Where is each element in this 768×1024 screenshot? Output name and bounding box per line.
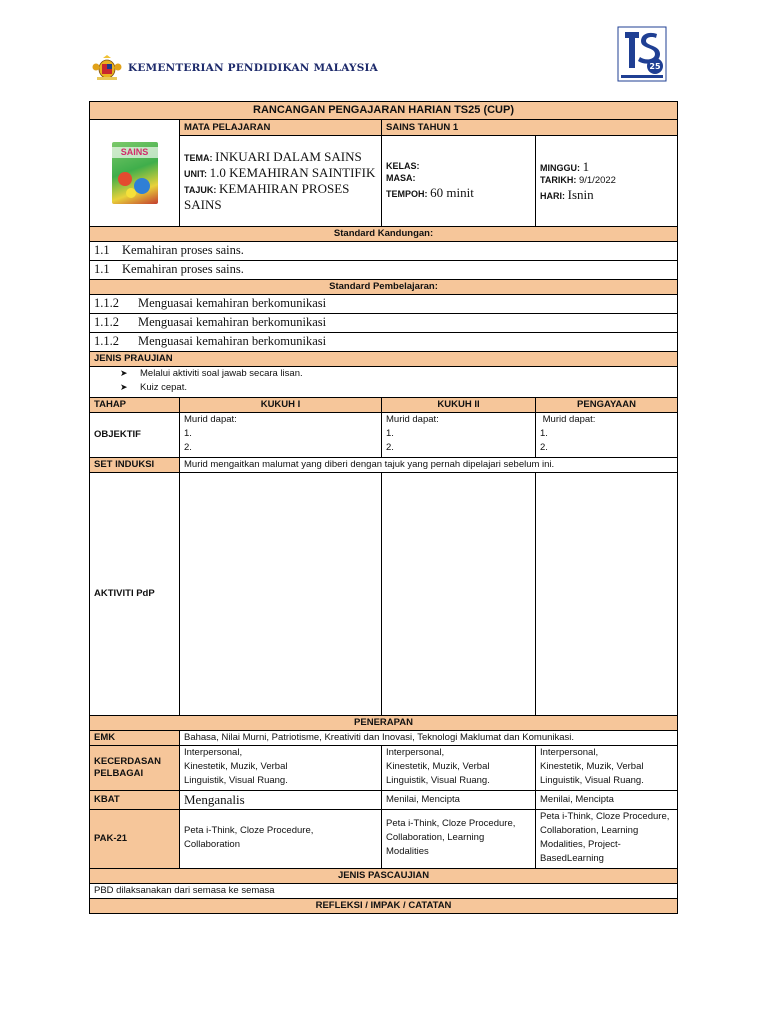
kelas-label: KELAS: — [386, 161, 420, 171]
objektif-kukuh-1: Murid dapat: 1. 2. — [180, 413, 382, 458]
aktiviti-kukuh-1[interactable] — [180, 473, 382, 716]
standard-kandungan-item: 1.1 Kemahiran proses sains. — [90, 242, 678, 261]
praujian-heading: JENIS PRAUJIAN — [90, 352, 678, 367]
list-item: ➤ Melalui aktiviti soal jawab secara lisan. — [120, 368, 673, 382]
tarikh-label: TARIKH: — [540, 175, 577, 186]
tema-value: INKUARI DALAM SAINS — [215, 148, 362, 164]
book-cover-image — [112, 142, 158, 204]
svg-text:25: 25 — [649, 62, 661, 71]
unit-label: UNIT: — [184, 168, 207, 179]
objektif-label: OBJEKTIF — [90, 413, 180, 458]
hari-value: Isnin — [567, 186, 594, 202]
tajuk-value: KEMAHIRAN PROSES SAINS — [184, 181, 350, 213]
lesson-plan-table — [89, 101, 678, 914]
hari-label: HARI: — [540, 190, 565, 201]
unit-value: 1.0 KEMAHIRAN SAINTIFIK — [209, 164, 376, 180]
tempoh-label: TEMPOH: — [386, 188, 428, 199]
date-info-cell — [536, 136, 678, 227]
kecerdasan-pengayaan: Interpersonal, Kinestetik, Muzik, Verbal Linguistik, Visual Ruang. — [536, 746, 678, 791]
book-cover-title: SAINS — [112, 147, 158, 158]
tempoh-value: 60 minit — [430, 184, 474, 200]
objektif-kukuh-2: Murid dapat: 1. 2. — [382, 413, 536, 458]
emk-text: Bahasa, Nilai Murni, Patriotisme, Kreativiti dan Inovasi, Teknologi Maklumat dan Komunikasi. — [180, 731, 678, 746]
list-item: ➤ Kuiz cepat. — [120, 382, 673, 396]
pak21-label: PAK-21 — [90, 810, 180, 869]
aktiviti-pengayaan[interactable] — [536, 473, 678, 716]
tarikh-value: 9/1/2022 — [578, 175, 616, 187]
book-cover-cell — [90, 120, 180, 227]
kecerdasan-label: KECERDASAN PELBAGAI — [90, 746, 180, 791]
ts25-logo-icon — [617, 26, 667, 82]
jata-negara-icon — [92, 55, 122, 81]
aktiviti-label: AKTIVITI PdP — [90, 473, 180, 716]
tema-label: TEMA: — [184, 152, 213, 163]
standard-kandungan-heading: Standard Kandungan: — [90, 227, 678, 242]
tajuk-label: TAJUK: — [184, 185, 217, 195]
column-pengayaan: PENGAYAAN — [536, 398, 678, 413]
standard-pembelajaran-item: 1.1.2 Menguasai kemahiran berkomunikasi — [90, 314, 678, 333]
standard-kandungan-item: 1.1 Kemahiran proses sains. — [90, 261, 678, 280]
topic-cell — [180, 136, 382, 227]
pak21-kukuh-2: Peta i-Think, Cloze Procedure, Collaboration, Learning Modalities — [382, 810, 536, 869]
column-kukuh-1: KUKUH I — [180, 398, 382, 413]
minggu-label: MINGGU: — [540, 162, 580, 173]
kbat-kukuh-1: Menganalis — [180, 791, 382, 810]
class-info-cell — [382, 136, 536, 227]
ministry-name: KEMENTERIAN PENDIDIKAN MALAYSIA — [128, 62, 378, 74]
pak21-pengayaan: Peta i-Think, Cloze Procedure, Collaboration, Learning Modalities, Project- BasedLearning — [536, 810, 678, 869]
kbat-pengayaan: Menilai, Mencipta — [536, 791, 678, 810]
kecerdasan-kukuh-2: Interpersonal, Kinestetik, Muzik, Verbal Linguistik, Visual Ruang. — [382, 746, 536, 791]
page-header — [0, 0, 768, 95]
tahap-label: TAHAP — [90, 398, 180, 413]
subject-value: SAINS TAHUN 1 — [382, 120, 678, 136]
kbat-label: KBAT — [90, 791, 180, 810]
objektif-pengayaan: Murid dapat: 1. 2. — [536, 413, 678, 458]
plan-title: RANCANGAN PENGAJARAN HARIAN TS25 (CUP) — [90, 102, 678, 120]
pak21-kukuh-1: Peta i-Think, Cloze Procedure, Collaboration — [180, 810, 382, 869]
refleksi-heading: REFLEKSI / IMPAK / CATATAN — [90, 899, 678, 914]
aktiviti-kukuh-2[interactable] — [382, 473, 536, 716]
pascaujian-heading: JENIS PASCAUJIAN — [90, 869, 678, 884]
subject-label: MATA PELAJARAN — [180, 120, 382, 136]
column-kukuh-2: KUKUH II — [382, 398, 536, 413]
praujian-list — [94, 368, 673, 396]
minggu-value: 1 — [582, 158, 590, 174]
emk-label: EMK — [90, 731, 180, 746]
kbat-kukuh-2: Menilai, Mencipta — [382, 791, 536, 810]
pascaujian-text: PBD dilaksanakan dari semasa ke semasa — [90, 884, 678, 899]
standard-pembelajaran-item: 1.1.2 Menguasai kemahiran berkomunikasi — [90, 333, 678, 352]
kecerdasan-kukuh-1: Interpersonal, Kinestetik, Muzik, Verbal Linguistik, Visual Ruang. — [180, 746, 382, 791]
standard-pembelajaran-heading: Standard Pembelajaran: — [90, 280, 678, 295]
set-induksi-label: SET INDUKSI — [90, 458, 180, 473]
standard-pembelajaran-item: 1.1.2 Menguasai kemahiran berkomunikasi — [90, 295, 678, 314]
masa-label: MASA: — [386, 172, 416, 183]
praujian-list-cell — [90, 367, 678, 398]
set-induksi-text: Murid mengaitkan malumat yang diberi dengan tajuk yang pernah dipelajari sebelum ini. — [180, 458, 678, 473]
penerapan-heading: PENERAPAN — [90, 716, 678, 731]
